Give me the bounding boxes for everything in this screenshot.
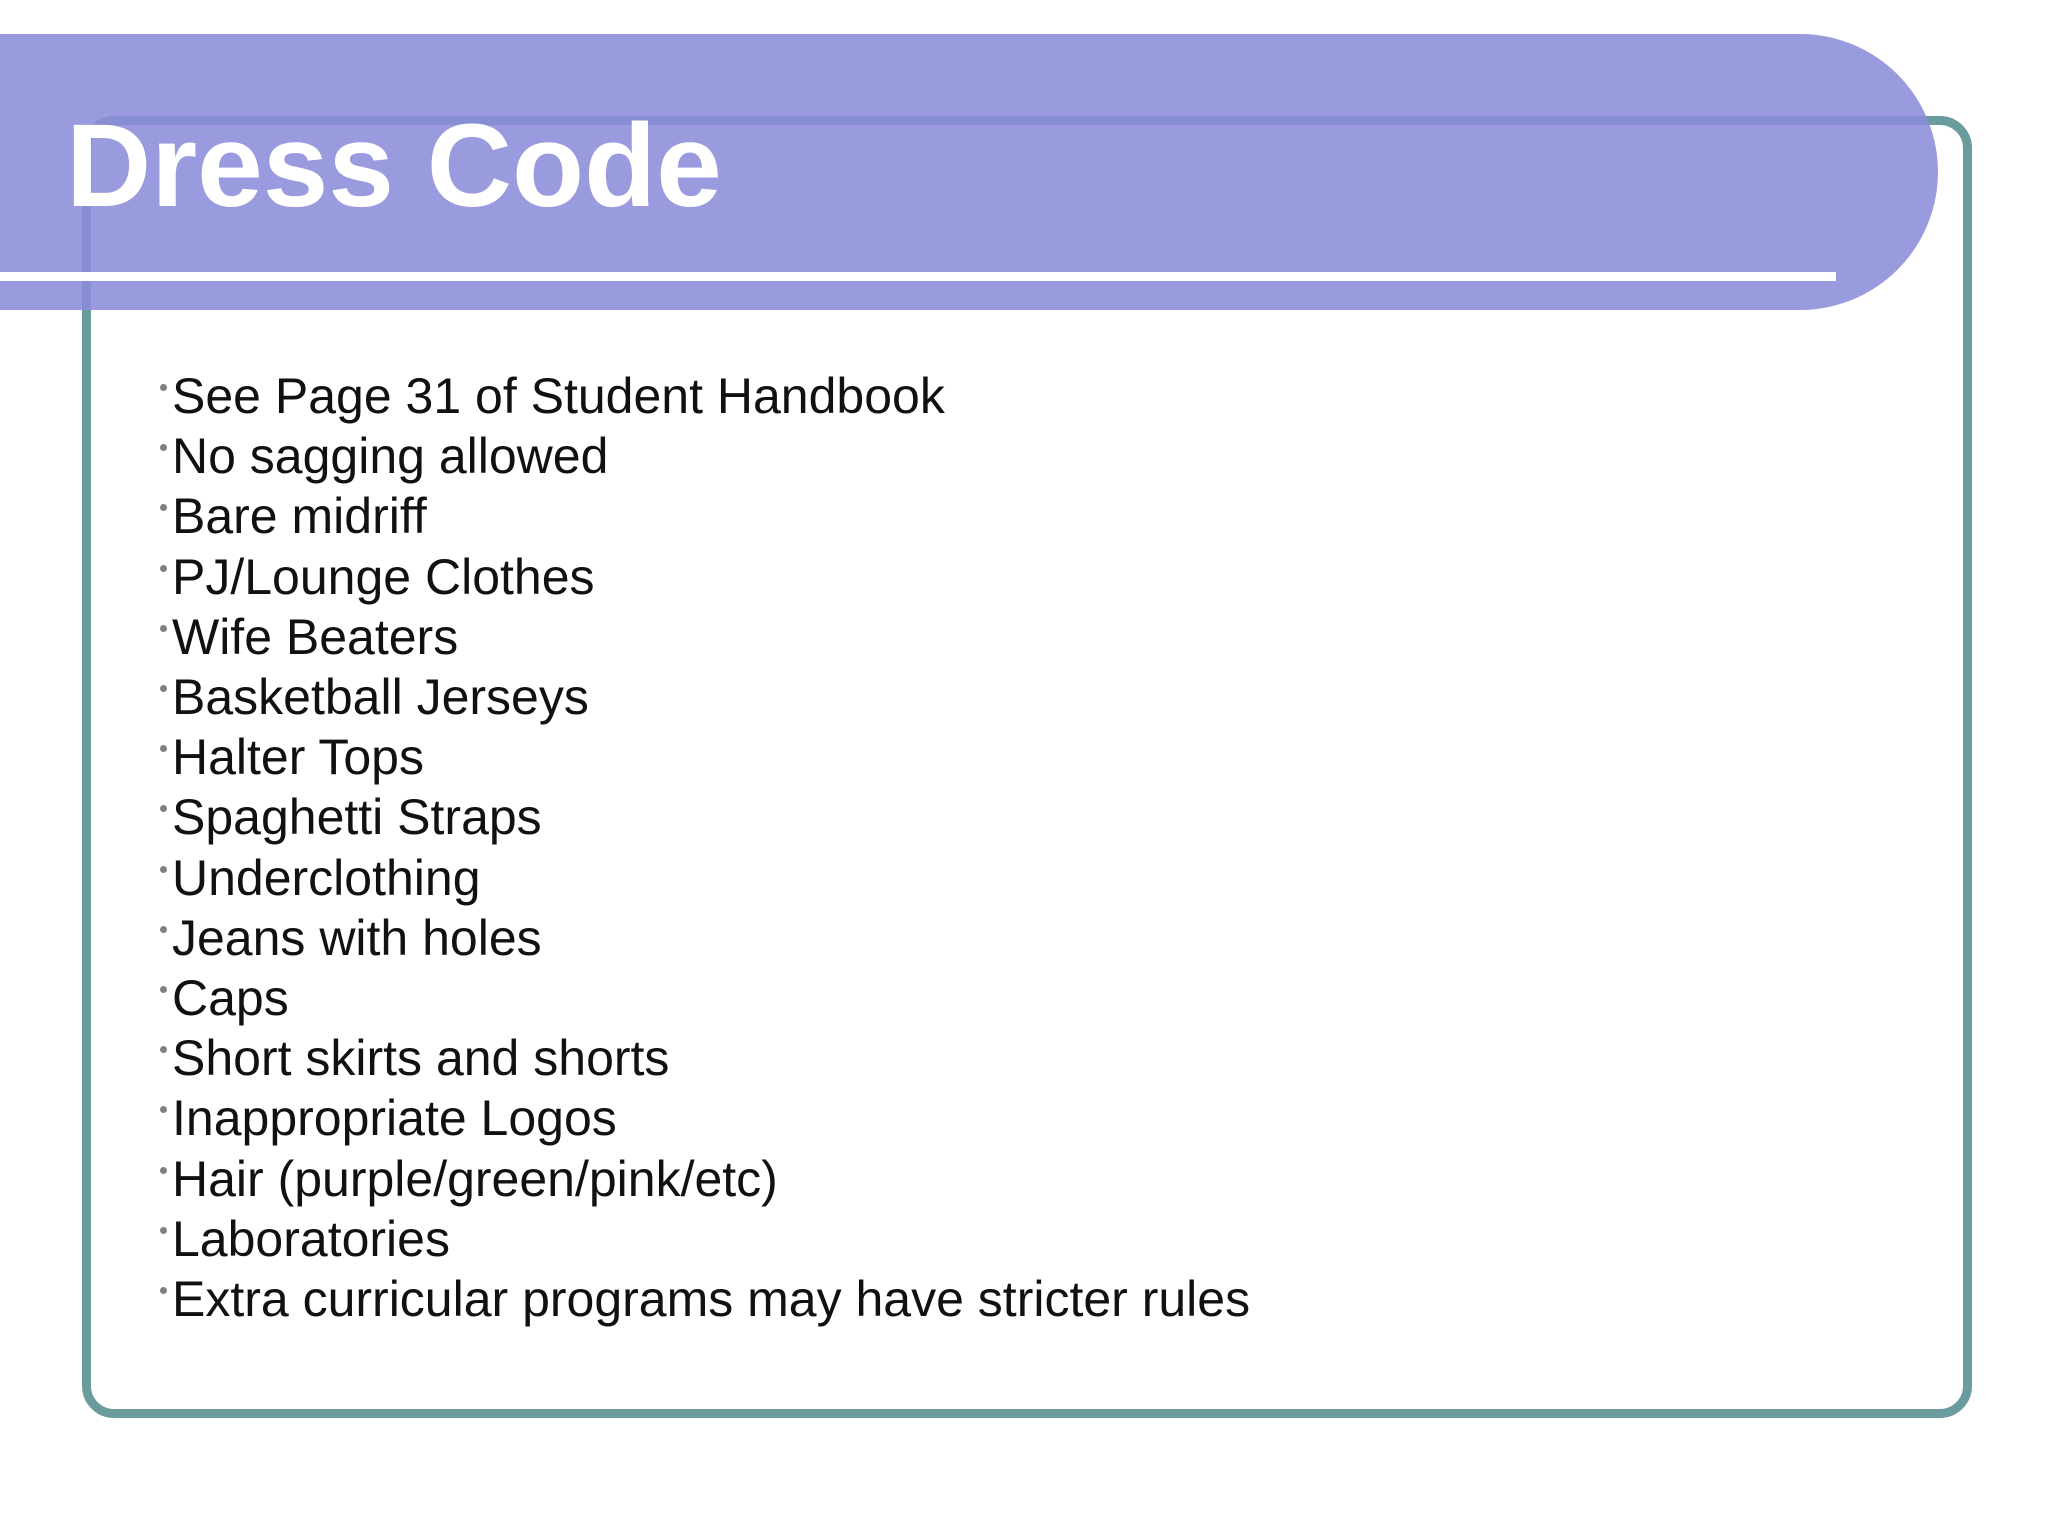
bullet-dot-icon xyxy=(160,565,167,572)
bullet-item xyxy=(160,1088,1250,1148)
bullet-list xyxy=(160,366,1250,1329)
bullet-dot-icon xyxy=(160,926,167,933)
bullet-text: Inappropriate Logos xyxy=(172,1090,617,1147)
bullet-text: Halter Tops xyxy=(172,729,424,786)
bullet-dot-icon xyxy=(160,1227,167,1234)
bullet-item xyxy=(160,547,1250,607)
bullet-item xyxy=(160,787,1250,847)
bullet-dot-icon xyxy=(160,1046,167,1053)
bullet-item xyxy=(160,727,1250,787)
slide-title: Dress Code xyxy=(66,100,722,232)
bullet-item xyxy=(160,607,1250,667)
bullet-item xyxy=(160,1149,1250,1209)
bullet-item xyxy=(160,968,1250,1028)
bullet-item xyxy=(160,848,1250,908)
bullet-text: Laboratories xyxy=(172,1210,450,1267)
bullet-text: Caps xyxy=(172,970,289,1027)
bullet-text: Hair (purple/green/pink/etc) xyxy=(172,1150,778,1207)
bullet-text: Underclothing xyxy=(172,849,481,906)
bullet-dot-icon xyxy=(160,685,167,692)
bullet-item xyxy=(160,1269,1250,1329)
bullet-item xyxy=(160,366,1250,426)
bullet-text: Short skirts and shorts xyxy=(172,1030,670,1087)
bullet-text: PJ/Lounge Clothes xyxy=(172,548,595,605)
bullet-text: No sagging allowed xyxy=(172,428,609,485)
bullet-dot-icon xyxy=(160,384,167,391)
bullet-dot-icon xyxy=(160,625,167,632)
bullet-item xyxy=(160,1209,1250,1269)
bullet-item xyxy=(160,486,1250,546)
bullet-item xyxy=(160,426,1250,486)
bullet-dot-icon xyxy=(160,1106,167,1113)
bullet-text: Bare midriff xyxy=(172,488,427,545)
bullet-dot-icon xyxy=(160,986,167,993)
bullet-text: Extra curricular programs may have stricter rules xyxy=(172,1271,1251,1328)
bullet-item xyxy=(160,667,1250,727)
bullet-item xyxy=(160,1028,1250,1088)
bullet-text: Jeans with holes xyxy=(172,909,542,966)
bullet-dot-icon xyxy=(160,805,167,812)
bullet-text: Wife Beaters xyxy=(172,608,459,665)
bullet-dot-icon xyxy=(160,745,167,752)
bullet-text: See Page 31 of Student Handbook xyxy=(172,368,945,424)
bullet-dot-icon xyxy=(160,1167,167,1174)
bullet-dot-icon xyxy=(160,504,167,511)
bullet-text: Basketball Jerseys xyxy=(172,669,589,726)
title-underline xyxy=(0,272,1836,281)
bullet-text: Spaghetti Straps xyxy=(172,789,542,846)
bullet-dot-icon xyxy=(160,1287,167,1294)
bullet-item xyxy=(160,908,1250,968)
bullet-dot-icon xyxy=(160,866,167,873)
bullet-dot-icon xyxy=(160,444,167,451)
